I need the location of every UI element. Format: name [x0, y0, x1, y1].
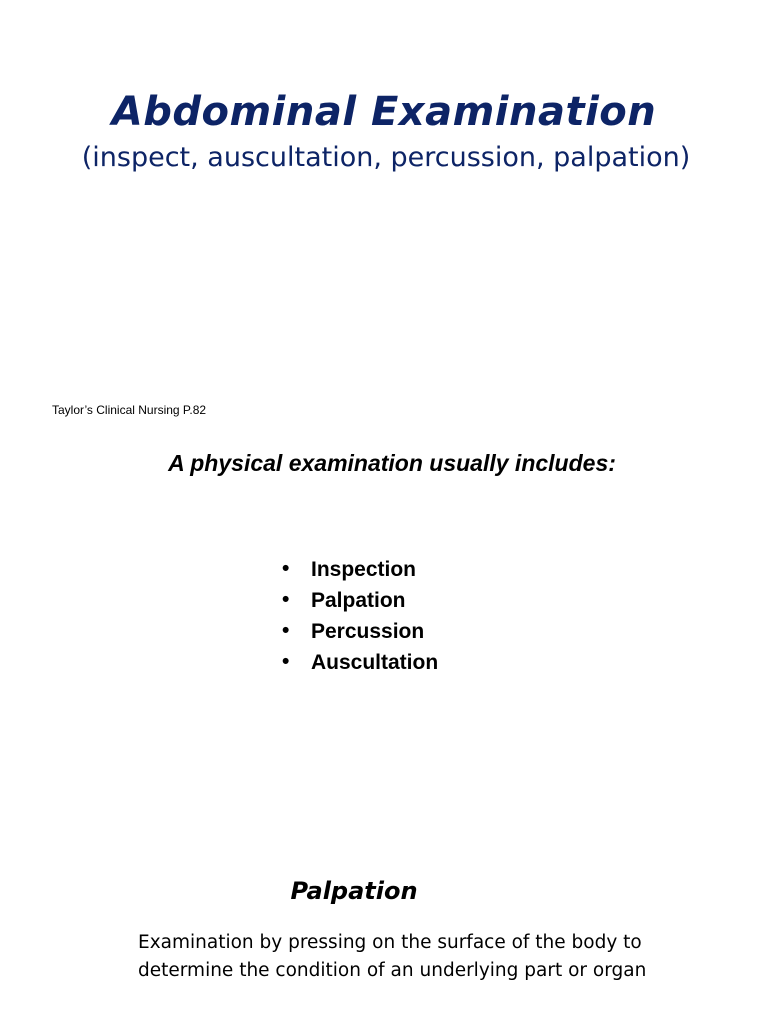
- source-citation: Taylor’s Clinical Nursing P.82: [52, 403, 207, 417]
- bullet-icon: •: [282, 619, 290, 642]
- list-item: [282, 616, 438, 647]
- page-subtitle: (inspect, auscultation, percussion, palpation): [81, 142, 691, 173]
- definition-line: Examination by pressing on the surface of the body to: [138, 932, 642, 953]
- section-heading-palpation: Palpation: [290, 877, 418, 905]
- bullet-icon: •: [282, 557, 290, 580]
- list-item-label: Percussion: [311, 620, 425, 643]
- palpation-definition: [138, 929, 678, 985]
- list-item-label: Palpation: [311, 589, 406, 612]
- definition-line: determine the condition of an underlying part or organ: [138, 960, 647, 981]
- bullet-icon: •: [282, 588, 290, 611]
- list-item: [282, 554, 438, 585]
- page-title: Abdominal Examination: [111, 89, 657, 135]
- intro-heading: A physical examination usually includes:: [168, 450, 616, 476]
- examination-list: [282, 554, 438, 678]
- list-item: [282, 647, 438, 678]
- bullet-icon: •: [282, 650, 290, 673]
- list-item: [282, 585, 438, 616]
- list-item-label: Inspection: [311, 558, 417, 581]
- list-item-label: Auscultation: [311, 651, 439, 674]
